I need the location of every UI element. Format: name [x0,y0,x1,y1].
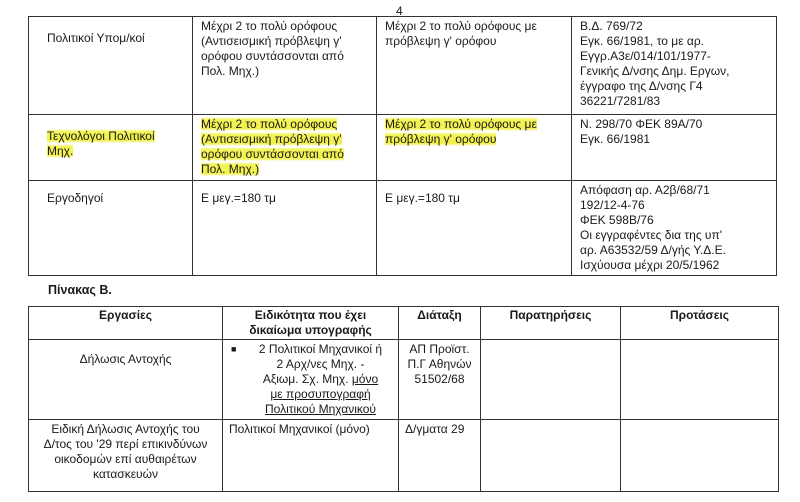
table-cell [481,420,621,492]
cell-line: Τεχνολόγοι Πολιτικοί [47,129,155,143]
cell-line: Απόφαση αρ. Α2β/68/71 [580,183,710,197]
cell-line: Πολιτικοί Υπομ/κοί [47,31,145,45]
cell-line: Μέχρι 2 το πολύ ορόφους [201,19,338,33]
table-cell [193,181,377,276]
table-cell [377,17,572,115]
table-header-row [29,307,779,340]
column-header: Παρατηρήσεις [481,307,621,340]
cell-line: Ν. 298/70 ΦΕΚ 89Α/70 [580,117,703,131]
cell-line: ΑΠ Προϊστ. [409,342,470,356]
bullet-icon: ■ [231,344,237,354]
cell-line: Εγκ. 66/1981 [580,132,651,146]
table-cell [621,340,779,420]
cell-line: Β.Δ. 769/72 [580,19,643,33]
cell-line: κατασκευών [93,467,158,481]
table-row [29,115,777,181]
column-header: Διάταξη [399,307,481,340]
cell-line: 192/12-4-76 [580,198,645,212]
cell-line: οικοδομών επί αυθαιρέτων [54,452,197,466]
underlined-text: μόνο [351,372,379,386]
table-b-title: Πίνακας Β. [48,283,112,297]
table-cell: Πολιτικοί Μηχανικοί (μόνο) [223,420,399,492]
table-cell [223,340,399,420]
cell-line: Πολ. Μηχ.) [201,64,260,78]
table-cell [29,181,193,276]
cell-line: 36221/7281/83 [580,94,661,108]
cell-line: Ε μεγ.=180 τμ [201,191,276,205]
cell-line: Μηχ. [47,144,74,158]
cell-line: έγγραφο της Δ/νσης Γ4 [580,79,703,93]
cell-line: πρόβλεψη γ' ορόφου [385,132,497,146]
table-cell [29,115,193,181]
table-row [29,181,777,276]
cell-line: 2 Αρχ/νες Μηχ. - [276,357,365,371]
cell-line: πρόβλεψη γ' ορόφου [385,34,497,48]
cell-line: (Αντισεισμική πρόβλεψη γ' [201,34,342,48]
cell-line: 2 Πολιτικοί Μηχανικοί ή [258,342,383,356]
table-cell [29,17,193,115]
cell-line: Αξιωμ. Σχ. Μηχ. [262,372,352,386]
header-line: Ειδικότητα που έχει [254,308,367,322]
cell-line: Μέχρι 2 το πολύ ορόφους με [385,117,537,131]
cell-line: ορόφου συντάσσονται από [201,147,344,161]
table-cell [193,115,377,181]
cell-line: ΦΕΚ 598Β/76 [580,213,654,227]
cell-line: Δήλωσις Αντοχής [79,352,172,366]
cell-line: ορόφου συντάσσονται από [201,49,344,63]
underlined-text: Πολιτικού Μηχανικού [265,402,376,416]
cell-line: αρ. Α63532/59 Δ/γής Υ.Δ.Ε. [580,243,726,257]
page-number: 4 [396,4,403,18]
cell-line: (Αντισεισμική πρόβλεψη γ' [201,132,342,146]
cell-line: Ισχύουσα μέχρι 20/5/1962 [580,258,720,272]
table-cell [572,181,777,276]
table-cell [572,115,777,181]
table-cell [377,115,572,181]
cell-line: Εγκ. 66/1981, το με αρ. [580,34,704,48]
qualifications-table [28,16,777,276]
cell-line: Μέχρι 2 το πολύ ορόφους [201,117,338,131]
bullet-item [229,342,392,417]
table-cell [481,340,621,420]
underlined-text: με προσυπογραφή [270,387,371,401]
column-header [223,307,399,340]
cell-line: Ε μεγ.=180 τμ [385,191,460,205]
table-cell [29,420,223,492]
cell-line: Εγγρ.Α3ε/014/101/1977- [580,49,711,63]
cell-line: Δ/τος του '29 περί επικινδύνων [43,437,208,451]
table-cell [193,17,377,115]
table-b [28,306,779,492]
cell-line: Γενικής Δ/νσης Δημ. Εργων, [580,64,730,78]
table-row [29,420,779,492]
cell-line: 51502/68 [414,372,465,386]
table-row [29,340,779,420]
cell-line: Ειδική Δήλωσις Αντοχής του [51,422,200,436]
table-cell [29,340,223,420]
table-cell [621,420,779,492]
header-line: δικαίωμα υπογραφής [249,323,372,337]
cell-line: Π.Γ Αθηνών [407,357,472,371]
table-cell [572,17,777,115]
highlighted-text [201,117,344,176]
table-cell [399,340,481,420]
table-cell [377,181,572,276]
cell-line: Εργοδηγοί [47,191,104,205]
cell-line: Οι εγγραφέντες δια της υπ' [580,228,723,242]
table-cell: Δ/γματα 29 [399,420,481,492]
highlighted-text [385,117,537,146]
cell-line: Μέχρι 2 το πολύ ορόφους με [385,19,537,33]
highlighted-text [47,129,155,158]
table-row [29,17,777,115]
cell-line: Πολ. Μηχ.) [201,162,260,176]
column-header: Εργασίες [29,307,223,340]
column-header: Προτάσεις [621,307,779,340]
